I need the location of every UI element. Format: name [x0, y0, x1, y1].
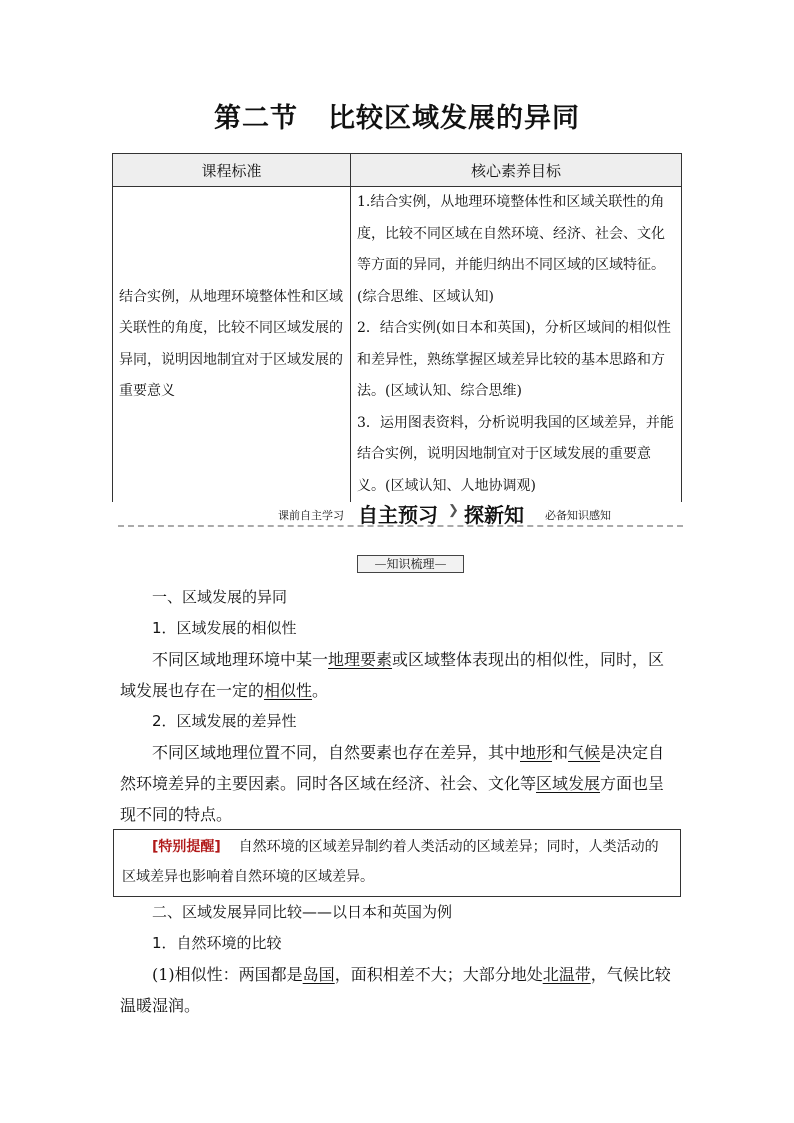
curriculum-standard-cell	[113, 187, 351, 503]
banner-divider	[118, 525, 683, 527]
text-run: 或区域整体表现出的相似性，同时，区域发展也存在一定的	[120, 650, 665, 700]
goal-item-1: 1.结合实例，从地理环境整体性和区域关联性的角度，比较不同区域在自然环境、经济、社会、文化等方面的异同，并能归纳出不同区域的区域特征。(综合思维、区域认知)	[357, 194, 665, 305]
banner-title-1: 自主预习	[358, 503, 438, 527]
section-1-sub-2: 2．区域发展的差异性	[152, 712, 297, 730]
dash-left-icon: —	[374, 557, 387, 571]
reminder-tag: [特别提醒]	[152, 839, 221, 855]
section-2-heading: 二、区域发展异同比较——以日本和英国为例	[152, 903, 453, 921]
arrow-right-icon: ❯	[448, 503, 459, 518]
goal-item-2: 2．结合实例(如日本和英国)，分析区域间的相似性和差异性，熟练掌握区域差异比较的基本思路和方法。(区域认知、综合思维)	[357, 320, 671, 399]
preview-banner	[118, 498, 683, 526]
text-run: (1)相似性：两国都是	[152, 965, 303, 984]
text-run: 和	[552, 743, 569, 762]
knowledge-box-label: 知识梳理	[386, 557, 435, 571]
section-1-sub-1: 1．区域发展的相似性	[152, 619, 297, 637]
underlined-term: 气候	[568, 743, 601, 762]
dash-right-icon: —	[434, 557, 447, 571]
curriculum-standard-text: 结合实例，从地理环境整体性和区域关联性的角度，比较不同区域发展的异同，说明因地制宜对于区域发展的重要意义	[119, 288, 343, 399]
text-run: 。	[312, 681, 329, 700]
col-header-standard: 课程标准	[113, 154, 351, 187]
text-run: ，面积相差不大；大部分地处	[334, 965, 543, 984]
page-title	[0, 96, 794, 135]
goal-item-3: 3．运用图表资料，分析说明我国的区域差异，并能结合实例，说明因地制宜对于区域发展的重要意义。(区域认知、人地协调观)	[357, 414, 674, 494]
text-run: ，气候比较温暖湿润。	[120, 965, 671, 1015]
section-2-sub-1: 1．自然环境的比较	[152, 934, 282, 952]
section-title: 比较区域发展的异同	[328, 103, 580, 134]
banner-left-text: 课前自主学习	[278, 509, 344, 522]
core-goals-cell	[351, 187, 682, 503]
banner-title-2: 探新知	[464, 503, 524, 527]
text-run: 是决定自然环境差异的主要因素。同时各区域在经济、社会、文化等	[120, 743, 665, 793]
knowledge-box	[357, 555, 464, 573]
section-1-paragraph-2	[120, 737, 680, 830]
section-1-paragraph-1	[120, 644, 680, 706]
underlined-term: 北温带	[542, 965, 591, 984]
underlined-term: 岛国	[302, 965, 335, 984]
text-run: 不同区域地理位置不同，自然要素也存在差异，其中	[152, 743, 521, 762]
special-reminder-box	[113, 829, 681, 897]
curriculum-table	[112, 153, 682, 502]
section-number: 第二节	[214, 103, 298, 134]
underlined-term: 地理要素	[328, 650, 393, 669]
underlined-term: 地形	[520, 743, 553, 762]
col-header-goals: 核心素养目标	[351, 154, 682, 187]
section-2	[120, 897, 680, 1021]
text-run: 不同区域地理环境中某一	[152, 650, 329, 669]
underlined-term: 区域发展	[536, 774, 601, 793]
banner-right-text: 必备知识感知	[545, 509, 611, 522]
section-1	[120, 582, 680, 830]
section-2-paragraph-1	[120, 959, 680, 1021]
text-run: 方面也呈现不同的特点。	[120, 774, 665, 824]
reminder-text: 自然环境的区域差异制约着人类活动的区域差异；同时，人类活动的区域差异也影响着自然环境的区域差异。	[122, 839, 659, 885]
underlined-term: 相似性	[264, 681, 313, 700]
section-1-heading: 一、区域发展的异同	[152, 588, 288, 606]
